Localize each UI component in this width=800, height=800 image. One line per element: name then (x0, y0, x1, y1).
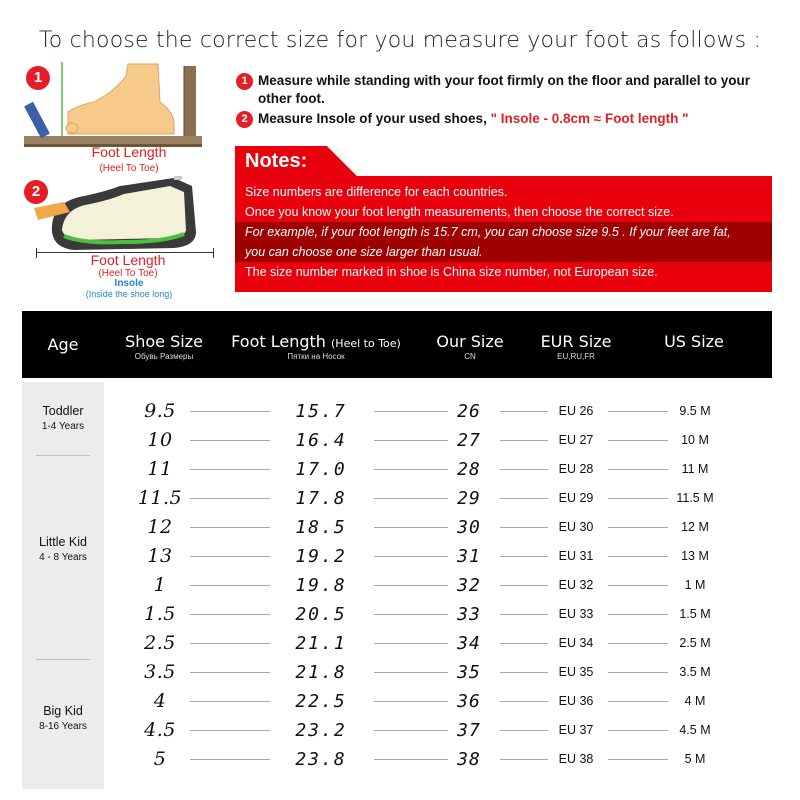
row-leader-line (500, 614, 548, 615)
notes-title: Notes: (245, 150, 308, 172)
size-table-header (22, 311, 772, 378)
header-our-size (426, 311, 514, 378)
us-size-cell: 4 M (684, 694, 706, 708)
heel-to-toe-label: (Heel To Toe) (99, 163, 159, 174)
row-leader-line (500, 411, 548, 412)
header-shoe-size-sub: Обувь Размеры (134, 352, 194, 361)
foot-length-cell: 21.8 (295, 662, 347, 683)
row-leader-line (190, 672, 270, 673)
header-us-size (648, 311, 740, 378)
shoe-size-cell: 11.5 (137, 487, 183, 509)
eur-size-cell: EU 31 (558, 549, 594, 563)
row-leader-line (190, 759, 270, 760)
insole-caption (54, 278, 204, 299)
eur-size-cell: EU 33 (558, 607, 594, 621)
step2-badge: 2 (24, 180, 48, 204)
row-leader-line (608, 440, 668, 441)
note-line: For example, if your foot length is 15.7 cm, you can choose size 9.5 . If your feet are fat, (245, 225, 731, 239)
header-foot-length-small: (Heel to Toe) (331, 337, 401, 350)
age-group-range: 8-16 Years (39, 721, 87, 732)
foot-length-caption (74, 144, 184, 160)
row-leader-line (190, 730, 270, 731)
foot-length-cell: 19.8 (295, 575, 347, 596)
eur-size-cell: EU 30 (558, 520, 594, 534)
row-leader-line (500, 759, 548, 760)
row-leader-line (190, 643, 270, 644)
row-leader-line (500, 527, 548, 528)
notes-header-band (235, 146, 772, 176)
header-eur-size (530, 311, 622, 378)
header-age-label: Age (47, 335, 79, 354)
age-group-range: 4 - 8 Years (39, 552, 87, 563)
foot-length-cell: 18.5 (295, 517, 347, 538)
row-leader-line (500, 556, 548, 557)
us-size-cell: 12 M (681, 520, 709, 534)
our-size-cell: 26 (457, 401, 481, 422)
row-leader-line (190, 585, 270, 586)
eur-size-cell: EU 27 (558, 433, 594, 447)
us-size-cell: 4.5 M (679, 723, 711, 737)
us-size-cell: 9.5 M (679, 404, 711, 418)
foot-length-cell: 15.7 (295, 401, 347, 422)
insole-measure-illustration (24, 172, 214, 300)
foot-length-cell: 21.1 (295, 633, 347, 654)
insole-label: Insole (114, 278, 144, 289)
shoe-size-cell: 1.5 (144, 603, 176, 625)
header-age (22, 311, 104, 378)
table-row (104, 513, 772, 542)
age-group-little-kid (22, 535, 104, 563)
step-2 (236, 110, 776, 128)
header-foot-length (222, 311, 410, 378)
our-size-cell: 31 (457, 546, 481, 567)
row-leader-line (190, 498, 270, 499)
shoe-size-cell: 9.5 (144, 400, 176, 422)
age-column (22, 382, 104, 789)
eur-size-cell: EU 35 (558, 665, 594, 679)
us-size-cell: 11.5 M (676, 491, 714, 505)
notes-body (235, 182, 772, 282)
table-row (104, 455, 772, 484)
foot-length-cell: 22.5 (295, 691, 347, 712)
note-line: Once you know your foot length measurements, then choose the correct size. (245, 205, 674, 219)
header-our-size-sub: CN (464, 352, 476, 361)
shoe-size-cell: 4 (153, 690, 167, 712)
row-leader-line (500, 440, 548, 441)
us-size-cell: 1.5 M (679, 607, 711, 621)
table-row (104, 397, 772, 426)
eur-size-cell: EU 34 (558, 636, 594, 650)
row-leader-line (190, 527, 270, 528)
age-group-toddler (22, 404, 104, 432)
table-row (104, 745, 772, 774)
foot-length-cell: 17.0 (295, 459, 347, 480)
step-2-text: Measure Insole of your used shoes, (258, 111, 487, 126)
shoe-size-cell: 12 (147, 516, 173, 538)
foot-length-cell: 20.5 (295, 604, 347, 625)
header-our-size-label: Our Size (436, 332, 504, 351)
row-leader-line (608, 498, 668, 499)
foot-length-label-2: Foot Length (90, 252, 166, 268)
age-group-name: Toddler (42, 404, 84, 418)
step-1-number: 1 (236, 73, 253, 90)
page-title: To choose the correct size for you measure your foot as follows : (38, 28, 762, 53)
shoe-size-cell: 2.5 (144, 632, 176, 654)
step-1-text: Measure while standing with your foot firmly on the floor and parallel to your other foot. (258, 73, 751, 106)
note-example-block (235, 222, 772, 262)
age-group-range: 1-4 Years (41, 421, 85, 432)
eur-size-cell: EU 36 (558, 694, 594, 708)
age-group-name: Big Kid (43, 704, 83, 718)
row-leader-line (608, 614, 668, 615)
foot-length-label: Foot Length (91, 144, 167, 160)
shoe-size-cell: 11 (147, 458, 173, 480)
table-row (104, 600, 772, 629)
row-leader-line (608, 469, 668, 470)
notes-tab-shape (235, 146, 772, 176)
our-size-cell: 27 (457, 430, 481, 451)
note-line: The size number marked in shoe is China size number, not European size. (245, 265, 658, 279)
row-leader-line (190, 440, 270, 441)
our-size-cell: 36 (457, 691, 481, 712)
foot-measure-illustration (24, 62, 202, 158)
foot-length-cell: 17.8 (295, 488, 347, 509)
row-leader-line (608, 585, 668, 586)
row-leader-line (500, 469, 548, 470)
us-size-cell: 2.5 M (679, 636, 711, 650)
shoe-insole-icon (24, 172, 214, 258)
row-leader-line (608, 527, 668, 528)
shoe-size-cell: 3.5 (144, 661, 176, 683)
eur-size-cell: EU 28 (558, 462, 594, 476)
foot-length-cell: 16.4 (295, 430, 347, 451)
header-eur-size-sub: EU,RU,FR (557, 352, 595, 361)
table-row (104, 716, 772, 745)
header-eur-size-label: EUR Size (540, 332, 612, 351)
row-leader-line (608, 730, 668, 731)
shoe-size-cell: 13 (147, 545, 173, 567)
row-leader-line (190, 411, 270, 412)
row-leader-line (190, 701, 270, 702)
our-size-cell: 38 (457, 749, 481, 770)
foot-length-cell: 19.2 (295, 546, 347, 567)
our-size-cell: 29 (457, 488, 481, 509)
measure-instructions (236, 72, 776, 128)
eur-size-cell: EU 38 (558, 752, 594, 766)
table-row (104, 658, 772, 687)
eur-size-cell: EU 32 (558, 578, 594, 592)
our-size-cell: 28 (457, 459, 481, 480)
note-line: Size numbers are difference for each countries. (245, 185, 508, 199)
eur-size-cell: EU 26 (558, 404, 594, 418)
eur-size-cell: EU 29 (558, 491, 594, 505)
header-shoe-size-label: Shoe Size (125, 332, 203, 351)
foot-length-cell: 23.8 (295, 749, 347, 770)
notes-panel (235, 146, 772, 292)
us-size-cell: 1 M (684, 578, 706, 592)
shoe-size-cell: 1 (153, 574, 167, 596)
eur-size-cell: EU 37 (558, 723, 594, 737)
row-leader-line (500, 643, 548, 644)
row-leader-line (190, 614, 270, 615)
us-size-cell: 10 M (681, 433, 709, 447)
row-leader-line (608, 701, 668, 702)
row-leader-line (500, 701, 548, 702)
our-size-cell: 34 (457, 633, 481, 654)
row-leader-line (608, 643, 668, 644)
header-foot-length-label: Foot Length (231, 332, 326, 351)
foot-length-caption-2 (58, 252, 198, 279)
our-size-cell: 35 (457, 662, 481, 683)
header-us-size-label: US Size (664, 332, 724, 351)
us-size-cell: 13 M (681, 549, 709, 563)
row-leader-line (608, 411, 668, 412)
us-size-cell: 3.5 M (679, 665, 711, 679)
row-leader-line (500, 498, 548, 499)
heel-to-toe-label-2: (Heel To Toe) (98, 268, 158, 279)
shoe-size-cell: 4.5 (144, 719, 176, 741)
us-size-cell: 11 M (681, 462, 709, 476)
shoe-size-cell: 10 (147, 429, 173, 451)
table-row (104, 687, 772, 716)
table-row (104, 542, 772, 571)
table-row (104, 484, 772, 513)
step-2-number: 2 (236, 111, 253, 128)
row-leader-line (500, 585, 548, 586)
row-leader-line (500, 730, 548, 731)
note-line: you can choose one size larger than usual. (245, 245, 483, 259)
table-row (104, 629, 772, 658)
step1-badge: 1 (26, 66, 50, 90)
step-2-formula: " Insole - 0.8cm ≈ Foot length " (490, 111, 689, 126)
age-divider (36, 659, 90, 660)
row-leader-line (608, 556, 668, 557)
our-size-cell: 30 (457, 517, 481, 538)
row-leader-line (608, 672, 668, 673)
age-group-big-kid (22, 704, 104, 732)
our-size-cell: 37 (457, 720, 481, 741)
us-size-cell: 5 M (684, 752, 706, 766)
row-leader-line (500, 672, 548, 673)
age-group-name: Little Kid (39, 535, 87, 549)
row-leader-line (190, 469, 270, 470)
shoe-size-cell: 5 (153, 748, 167, 770)
row-leader-line (190, 556, 270, 557)
row-leader-line (608, 759, 668, 760)
table-row (104, 571, 772, 600)
our-size-cell: 33 (457, 604, 481, 625)
step-1 (236, 72, 776, 108)
our-size-cell: 32 (457, 575, 481, 596)
header-shoe-size (114, 311, 214, 378)
age-divider (36, 455, 90, 456)
foot-length-cell: 23.2 (295, 720, 347, 741)
table-row (104, 426, 772, 455)
insole-sub-label: (Inside the shoe long) (85, 289, 173, 299)
header-foot-length-sub: Пятки на Носок (287, 352, 345, 361)
